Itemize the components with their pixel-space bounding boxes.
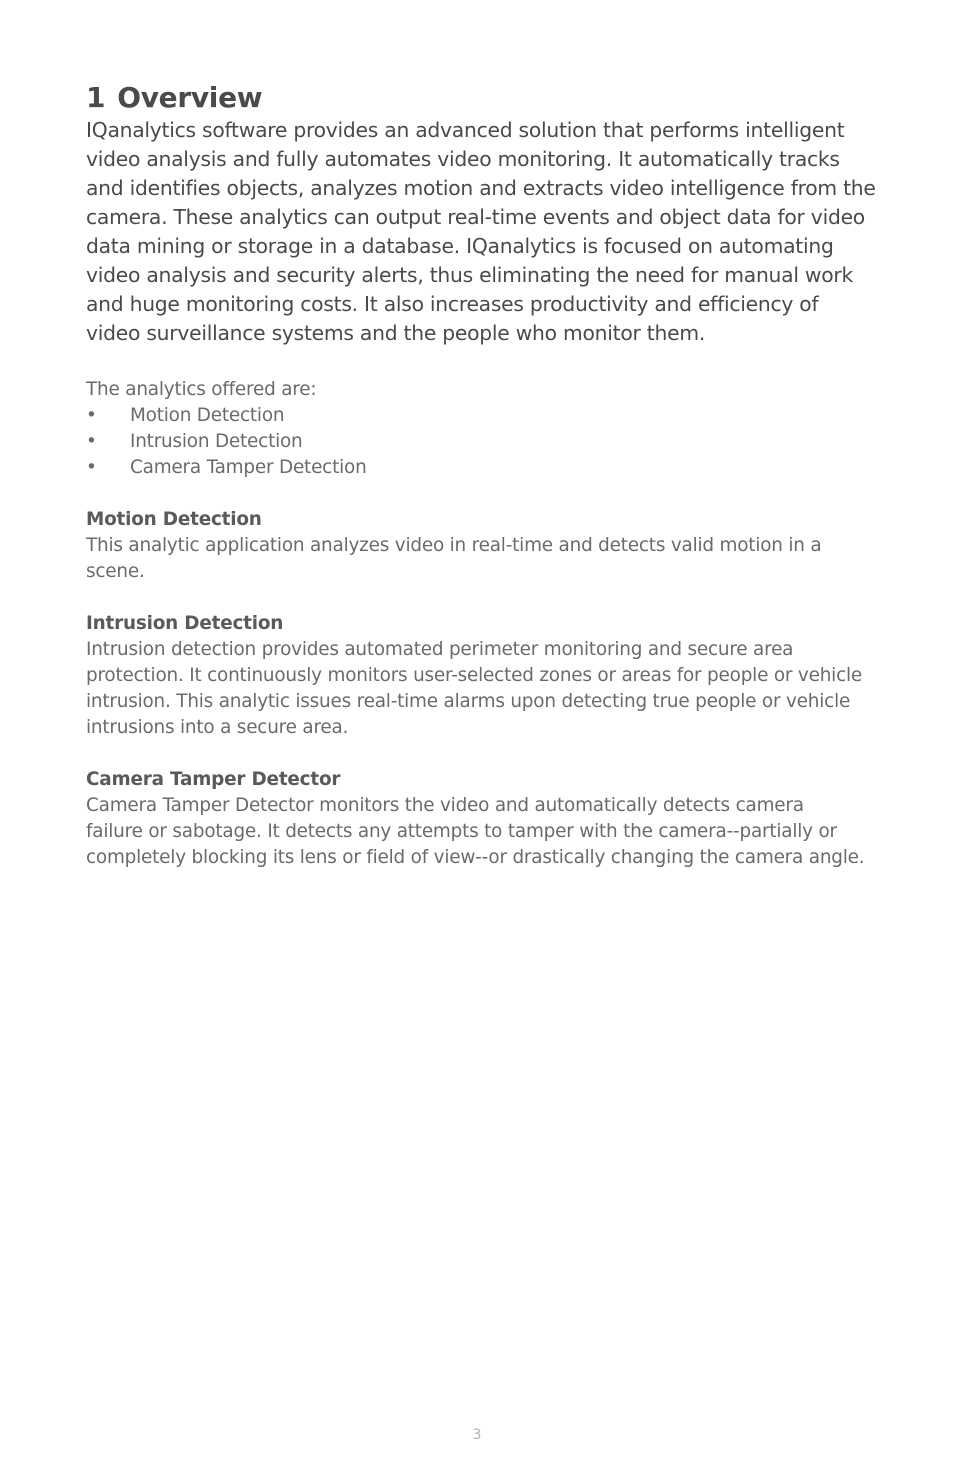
camera-tamper-section <box>86 767 886 871</box>
list-item <box>86 455 886 481</box>
list-item-label: Camera Tamper Detection <box>130 457 367 478</box>
section-title-text: Overview <box>117 81 263 114</box>
intro-paragraph: IQanalytics software provides an advanced solution that performs intelligent video analysis and fully automates video monitoring. It automatically tracks and identifies objects, analyzes motion and extracts video intelligence from the camera. These analytics can output real-time events and object data for video data mining or storage in a database. IQanalytics is focused on automating video analysis and security alerts, thus eliminating the need for manual work and huge monitoring costs. It also increases productivity and efficiency of video surveillance systems and the people who monitor them. <box>86 118 876 345</box>
section-title <box>86 80 886 116</box>
camera-tamper-text: Camera Tamper Detector monitors the video and automatically detects camera failure or sabotage. It detects any attempts to tamper with the camera--partially or completely blocking its lens or field of view--or drastically changing the camera angle. <box>86 795 865 868</box>
section-number: 1 <box>86 81 106 114</box>
camera-tamper-heading: Camera Tamper Detector <box>86 769 341 790</box>
page-number: 3 <box>472 1427 482 1443</box>
list-item-label: Intrusion Detection <box>130 431 303 452</box>
list-item <box>86 403 886 429</box>
analytics-list <box>86 403 886 481</box>
motion-detection-text: This analytic application analyzes video in real-time and detects valid motion in a scene. <box>86 535 822 582</box>
motion-detection-section <box>86 507 886 585</box>
document-page <box>86 80 886 871</box>
intrusion-detection-text: Intrusion detection provides automated perimeter monitoring and secure area protection. It continuously monitors user-selected zones or areas for people or vehicle intrusion. This analytic issues real-time alarms upon detecting true people or vehicle intrusions into a secure area. <box>86 639 863 738</box>
list-item-label: Motion Detection <box>130 405 285 426</box>
intrusion-detection-heading: Intrusion Detection <box>86 613 284 634</box>
analytics-lead: The analytics offered are: <box>86 379 317 400</box>
bullet-icon: • <box>86 431 97 452</box>
motion-detection-heading: Motion Detection <box>86 509 262 530</box>
intrusion-detection-section <box>86 611 886 741</box>
bullet-icon: • <box>86 457 97 478</box>
list-item <box>86 429 886 455</box>
bullet-icon: • <box>86 405 97 426</box>
